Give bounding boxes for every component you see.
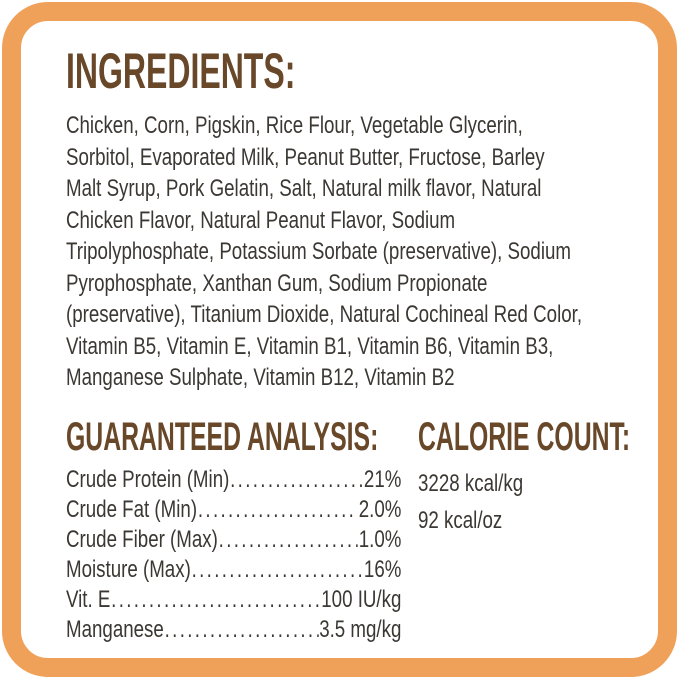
ingredients-line: Tripolyphosphate, Potassium Sorbate (preservative), Sodium: [66, 238, 571, 265]
analysis-row-label: Manganese: [66, 615, 164, 643]
ingredients-line: Pyrophosphate, Xanthan Gum, Sodium Propionate: [66, 269, 488, 297]
analysis-row-value: 21%: [363, 465, 402, 493]
calorie-line: 92 kcal/oz: [418, 506, 503, 534]
analysis-row-label: Crude Protein (Min): [66, 465, 230, 493]
calorie-count-heading: CALORIE COUNT:: [418, 414, 631, 459]
ingredients-line: Vitamin B5, Vitamin E, Vitamin B1, Vitamin B6, Vitamin B3,: [66, 332, 554, 360]
analysis-row-value: 16%: [363, 555, 402, 583]
analysis-row-value: 3.5 mg/kg: [319, 615, 402, 643]
bottom-section: [66, 414, 655, 645]
analysis-row-label: Crude Fat (Min): [66, 495, 198, 523]
calorie-count-section: [418, 414, 679, 539]
ingredients-line: Manganese Sulphate, Vitamin B12, Vitamin B2: [66, 364, 455, 391]
guaranteed-analysis-section: [66, 414, 418, 645]
analysis-row: [66, 585, 401, 615]
analysis-row-value: 1.0%: [358, 525, 402, 553]
analysis-row-value: 100 IU/kg: [321, 585, 402, 613]
analysis-row: [66, 525, 401, 555]
ingredients-line: Malt Syrup, Pork Gelatin, Salt, Natural milk flavor, Natural: [66, 175, 542, 202]
leader-dots: [198, 495, 358, 525]
leader-dots: [165, 615, 319, 645]
analysis-row: [66, 465, 401, 495]
ingredients-heading: INGREDIENTS:: [66, 43, 296, 99]
label-content: [66, 43, 655, 645]
analysis-row: [66, 615, 401, 645]
ingredients-line: Sorbitol, Evaporated Milk, Peanut Butter, Fructose, Barley: [66, 143, 545, 171]
analysis-row: [66, 555, 401, 585]
calorie-values: [418, 465, 679, 539]
ingredients-line: Chicken Flavor, Natural Peanut Flavor, Sodium: [66, 206, 456, 234]
leader-dots: [192, 555, 364, 585]
leader-dots: [230, 465, 363, 495]
analysis-row-label: Crude Fiber (Max): [66, 525, 218, 553]
ingredients-line: (preservative), Titanium Dioxide, Natural Cochineal Red Color,: [66, 301, 583, 328]
analysis-row-label: Moisture (Max): [66, 555, 191, 583]
guaranteed-analysis-heading: GUARANTEED ANALYSIS:: [66, 414, 379, 459]
leader-dots: [111, 585, 320, 615]
analysis-row: [66, 495, 401, 525]
ingredients-line: Chicken, Corn, Pigskin, Rice Flour, Vegetable Glycerin,: [66, 112, 523, 139]
analysis-row-label: Vit. E: [66, 585, 111, 613]
calorie-line: 3228 kcal/kg: [418, 469, 524, 497]
analysis-row-value: 2.0%: [358, 495, 402, 523]
leader-dots: [219, 525, 358, 555]
ingredients-paragraph: [66, 110, 655, 394]
